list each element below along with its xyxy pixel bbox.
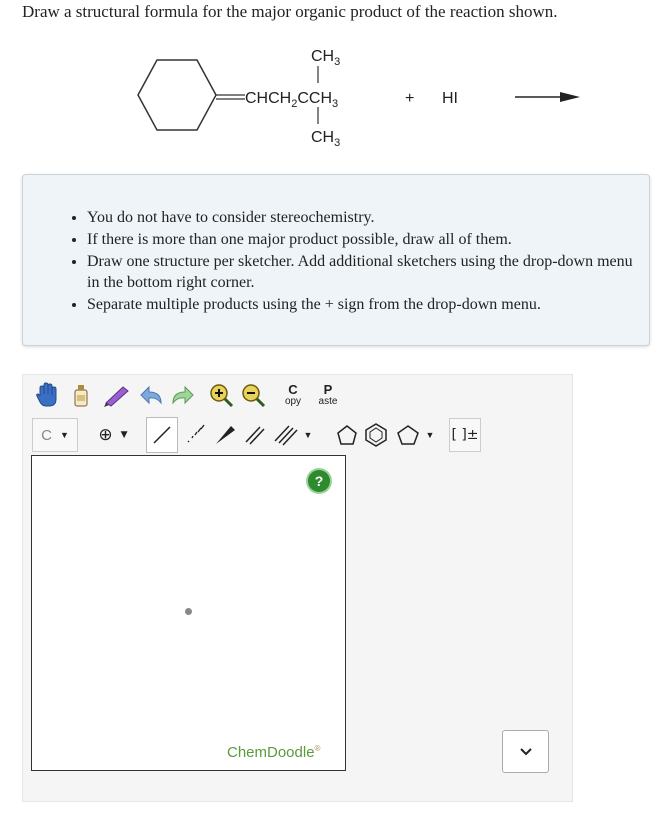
benzene-ring-button[interactable] — [362, 418, 390, 452]
chevron-down-icon: ▼ — [425, 430, 435, 440]
brand-text: ChemDoodle — [227, 744, 315, 761]
plus-sign: + — [405, 90, 415, 107]
question-text: Draw a structural formula for the major organic product of the reaction shown. — [22, 2, 558, 21]
undo-icon[interactable] — [136, 380, 166, 410]
copy-button[interactable] — [280, 380, 306, 410]
reaction-arrow-head — [560, 92, 580, 102]
single-bond-icon — [151, 424, 173, 446]
brackets-button[interactable] — [449, 418, 481, 452]
chevron-down-icon: ▼ — [120, 430, 128, 440]
zoom-out-icon[interactable] — [238, 380, 268, 410]
charge-button[interactable] — [88, 418, 138, 452]
pentagon-ring-button[interactable] — [333, 418, 361, 452]
paste-label-bottom: aste — [318, 396, 338, 407]
chevron-down-icon — [520, 748, 532, 756]
hashed-bond-button[interactable] — [180, 418, 210, 452]
wedge-bond-button[interactable] — [210, 418, 240, 452]
zoom-in-icon[interactable] — [206, 380, 236, 410]
atom-label: C — [41, 426, 52, 444]
triple-bond-button[interactable] — [270, 418, 316, 452]
reaction-scheme — [120, 40, 590, 160]
instructions-box — [22, 174, 650, 346]
copy-label-bottom: opy — [284, 396, 302, 407]
double-bond-icon — [244, 424, 266, 446]
atom-carbon-button[interactable] — [32, 418, 78, 452]
pentagon-ring-icon — [336, 424, 358, 446]
lasso-select-icon[interactable] — [101, 380, 133, 410]
charge-plus-icon: ⊕ — [98, 425, 113, 445]
cyclohexane-ring — [138, 60, 216, 130]
single-bond-button[interactable] — [146, 417, 178, 453]
hashed-bond-icon — [184, 424, 206, 446]
redo-icon[interactable] — [168, 380, 198, 410]
instruction-item: • If there is more than one major product possible, draw all of them. — [87, 229, 637, 250]
triple-bond-icon — [274, 424, 298, 446]
reagent-hi: HI — [442, 90, 458, 107]
canvas-cursor-dot — [185, 608, 192, 615]
top-methyl: $CH_3$ — [311, 48, 341, 68]
bottom-methyl: $CH_3$ — [311, 129, 341, 149]
brackets-label: [ ]± — [451, 427, 479, 443]
paste-button[interactable] — [313, 380, 343, 410]
help-icon[interactable]: ? — [308, 470, 330, 492]
double-bond-button[interactable] — [240, 418, 270, 452]
cyclopentane-button[interactable] — [392, 418, 438, 452]
chain-formula: $CHCH_2CCH_3$ — [245, 90, 339, 110]
chevron-down-icon: ▼ — [303, 430, 313, 440]
eraser-bottle-icon[interactable] — [66, 380, 96, 410]
paste-label-top: P — [323, 382, 333, 397]
instruction-item: • Draw one structure per sketcher. Add additional sketchers using the drop-down menu in the bottom right corner. — [87, 251, 637, 293]
benzene-ring-icon — [364, 423, 388, 447]
wedge-bond-icon — [214, 424, 236, 446]
cyclopentane-icon — [396, 424, 420, 446]
instruction-item: • Separate multiple products using the + sign from the drop-down menu. — [87, 294, 637, 315]
registered-icon: ® — [314, 744, 321, 753]
chevron-down-icon: ▼ — [59, 430, 69, 440]
hand-pan-icon[interactable] — [33, 380, 61, 410]
copy-label-top: C — [288, 382, 298, 397]
chemdoodle-brand — [227, 744, 320, 761]
instructions-list — [23, 207, 649, 316]
add-sketcher-dropdown[interactable] — [502, 730, 549, 773]
instruction-item: • You do not have to consider stereochemistry. — [87, 207, 637, 228]
